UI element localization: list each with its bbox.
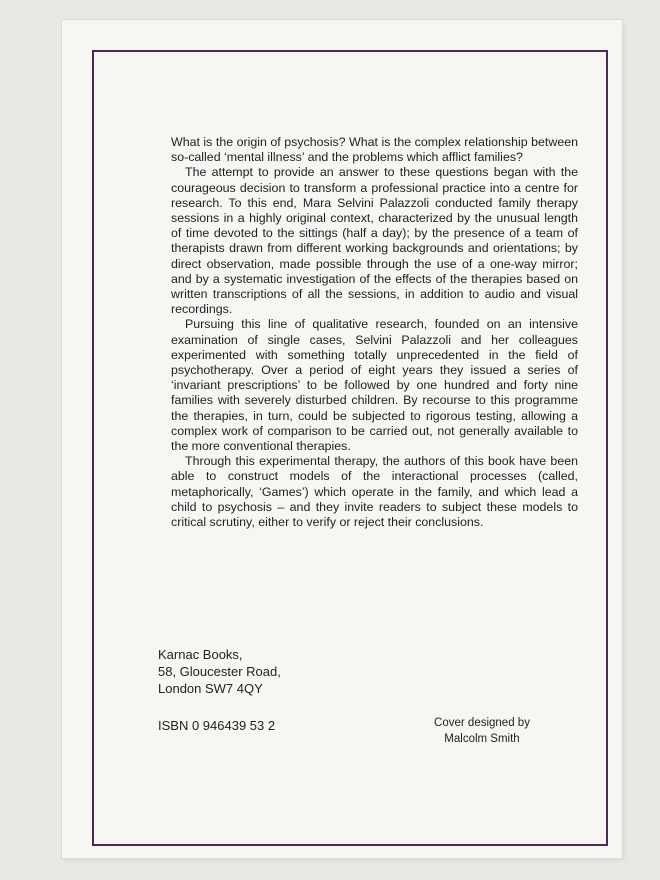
publisher-street: 58, Gloucester Road, <box>158 664 281 679</box>
publisher-address <box>158 646 281 697</box>
blurb-paragraph-2: The attempt to provide an answer to these questions began with the courageous decision to transform a professional practice into a centre for research. To this end, Mara Selvini Palazzoli conducted family therapy sessions in a highly original context, characterized by the unusual length of time devoted to the sittings (half a day); by the presence of a team of therapists drawn from different working backgrounds and orientations; by direct observation, made possible through the use of a one-way mirror; and by a systematic investigation of the effects of the therapies based on written transcriptions of all the sessions, in addition to audio and visual recordings. <box>171 165 578 317</box>
blurb-paragraph-4: Through this experimental therapy, the authors of this book have been able to construct models of the interactional processes (called, metaphorically, ‘Games’) which operate in the family, and which lead a child to psychosis – and they invite readers to subject these models to critical scrutiny, either to verify or reject their conclusions. <box>171 454 578 530</box>
cover-credit-line-1: Cover designed by <box>434 717 530 729</box>
cover-credit-line-2: Malcolm Smith <box>444 733 520 745</box>
publisher-city: London SW7 4QY <box>158 681 263 696</box>
blurb-text <box>171 135 578 530</box>
isbn-number: ISBN 0 946439 53 2 <box>158 718 276 733</box>
blurb-paragraph-3: Pursuing this line of qualitative research, founded on an intensive examination of single cases, Selvini Palazzoli and her colleagues experimented with something totally unprecedented in the field of psychotherapy. Over a period of eight years they issued a series of ‘invariant prescriptions’ to be followed by one hundred and forty nine families with severely disturbed children. By recourse to this programme the therapies, in turn, could be subjected to rigorous testing, allowing a complex work of comparison to be carried out, not generally available to the more conventional therapies. <box>171 317 578 454</box>
cover-credit <box>422 715 542 747</box>
publisher-name: Karnac Books, <box>158 647 243 662</box>
back-cover <box>62 20 622 858</box>
blurb-paragraph-1: What is the origin of psychosis? What is the complex relationship between so-called ‘mental illness’ and the problems which afflict families? <box>171 135 578 165</box>
